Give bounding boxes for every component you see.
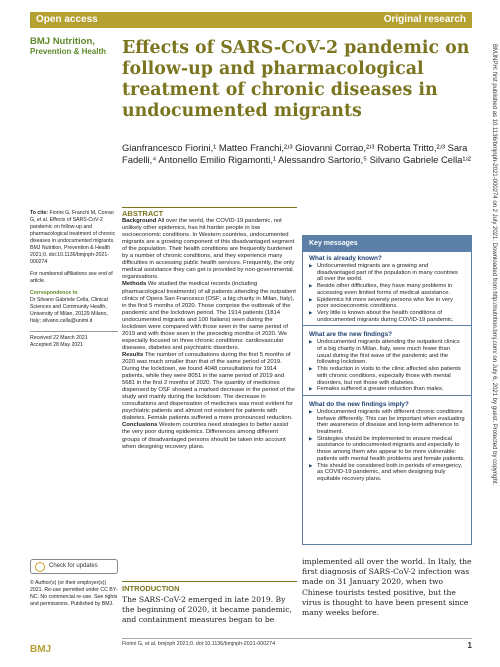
key-message-item: ▶ This reduction in visits to the clinic affected also patients with chronic conditions, especially those with mental disorders, but not those with diabetes.	[309, 366, 465, 386]
received-date: Received 22 March 2021	[30, 335, 88, 341]
abstract-conclusions	[122, 422, 297, 450]
correspondence-text: Dr Silvano Gabriele Cella, Clinical Sciences and Community Health, University of Milan, 20129 Milano, Italy; silvano.cella@unimi.it	[30, 297, 108, 324]
abstract-results	[122, 352, 297, 422]
bmj-logo: BMJ	[30, 644, 52, 655]
introduction-section	[122, 581, 297, 626]
open-access-label: Open access	[36, 14, 98, 25]
key-section-list	[303, 409, 471, 483]
key-message-item: ▶ Very little is known about the health conditions of undocumented migrants during COVID-19 pandemic.	[309, 310, 465, 323]
key-message-item: ▶ This should be considered both in periods of emergency, as COVID-19 pandemic, and when designing truly equitable recovery plans.	[309, 463, 465, 483]
footer-citation: Fiorini G, et al. bmjnph 2021;0. doi:10.1136/bmjnph-2021-000274	[122, 641, 276, 647]
key-messages-heading: Key messages	[303, 236, 471, 252]
top-banner	[30, 12, 472, 28]
journal-brand	[30, 37, 120, 57]
crossmark-icon	[35, 562, 45, 572]
article-dates	[30, 331, 118, 349]
conclusions-label: Conclusions	[122, 422, 158, 429]
article-type-label: Original research	[383, 14, 466, 25]
key-divider	[303, 325, 471, 326]
results-text: The number of consultations during the first 5 months of 2020 was much smaller than that of the same period of 2019. During the lockdown, we found 4048 consultations for 1914 patients, while they were 8051 in the same period of 2019 and 5681 in the first 2 months of 2020. The quantity of medicines dispensed by OSF showed a marked decrease in the period of the study and mainly during the lockdown. The decrease in consultations and dispensation of medicines was most evident for psychiatric patients and almost not existent for patients with diabetes. Female patients suffered a more pronounced reduction.	[122, 351, 295, 422]
key-message-item: ▶ Epidemics hit more severely persons who live in very poor socioeconomic conditions.	[309, 297, 465, 310]
methods-label: Methods	[122, 281, 147, 288]
introduction-text: The SARS-CoV-2 emerged in late 2019. By the beginning of 2020, it became pandemic, and containment measures began to be	[122, 595, 292, 625]
article-title: Effects of SARS-CoV-2 pandemic on follow-up and pharmacological treatment of chronic diseases in undocumented migrants	[122, 38, 470, 121]
page-number: 1	[467, 641, 472, 650]
journal-brand-line2: Prevention & Health	[30, 47, 107, 56]
correspondence-label: Correspondence to	[30, 290, 78, 296]
background-text: All over the world, the COVID-19 pandemic, not unlikely other epidemics, has hit harder people in low socioeconomic conditions. In Western countries, undocumented migrants are a growing component of this disadvantaged segment of the population. Their health conditions are frequently burdened by a number of chronic conditions, and they experience many difficulties in accessing public health services. Frequently, the only medical assistance they can get is provided by non-governmental organisations.	[122, 218, 295, 281]
key-message-item: ▶ Strategies should be implemented to ensure medical assistance to undocumented migrants and especially to those among them who appear to be more vulnerable: patients with mental health problems and female patients.	[309, 436, 465, 463]
cite-text: Fiorini G, Franchi M, Corrao G, et al. Effects of SARS-CoV-2 pandemic on follow-up and pharmacological treatment of chronic diseases in undocumented migrants. BMJ Nutrition, Prevention & Health 2021;0. doi:10.1136/bmjnph-2021-000274	[30, 210, 116, 265]
results-label: Results	[122, 351, 144, 358]
accepted-date: Accepted 28 May 2021	[30, 342, 84, 348]
author-list: Gianfrancesco Fiorini,¹ Matteo Franchi,²ʴ³ Giovanni Corrao,²ʴ³ Roberta Tritto,²ʴ³ Sara Fadelli,⁴ Antonello Emilio Rigamonti,¹ Alessandro Sartorio,⁵ Silvano Gabriele Cella¹ʴ²	[122, 142, 471, 165]
introduction-continued: implemented all over the world. In Italy, the first diagnosis of SARS-CoV-2 infection was made on 31 January 2020, when two Chinese tourists tested positive, but the virus is thought to have been present since many weeks before.	[302, 557, 472, 618]
vertical-download-note	[489, 44, 497, 644]
abstract-methods	[122, 281, 297, 351]
key-messages-box	[302, 235, 472, 545]
key-section-title: What is already known?	[309, 255, 382, 262]
key-message-item: ▶ Undocumented migrants are a growing and disadvantaged part of the population in many countries all over the world.	[309, 263, 465, 283]
key-message-item: ▶ Beside other difficulties, they have many problems in accessing even limited forms of medical assistance.	[309, 283, 465, 296]
conclusions-text: Western countries need strategies to better assist the very poor during epidemics. Differences among different groups of disadvantaged persons should be taken into account when designing recovery plans.	[122, 422, 289, 450]
key-section-title: What do the new findings imply?	[309, 400, 409, 408]
check-for-updates-button[interactable]	[30, 559, 118, 574]
key-section-list	[303, 339, 471, 393]
correspondence-block	[30, 290, 118, 325]
cite-label: To cite:	[30, 210, 49, 216]
key-section-title: What are the new findings?	[309, 331, 393, 339]
abstract-background	[122, 218, 297, 281]
page-footer	[122, 638, 472, 650]
citation-block	[30, 210, 118, 266]
key-message-item: ▶ Undocumented migrants attending the outpatient clinics of a big charity in Milan, Italy, were much fewer than usual during the first wave of the pandemic and the following lockdown.	[309, 339, 465, 366]
methods-text: We studied the medical records (including pharmacological treatments) of all patients attending the outpatient clinics of Opera San Francesco (OSF; a big charity in Milan, Italy), in the first 5 months of 2020. Those comprise the outbreak of the pandemic and the lockdown period. The 1914 patients (1814 undocumented migrants and 100 Italians) seen during the lockdown were compared with those seen in the same period of 2019 and with those seen in the preceding months of 2020. We especially focused on three chronic conditions: cardiovascular diseases, diabetes and psychiatric disorders.	[122, 281, 296, 351]
background-label: Background	[122, 218, 157, 225]
affiliations-note: For numbered affiliations see end of article.	[30, 271, 113, 284]
license-text: © Author(s) (or their employer(s)) 2021. Re-use permitted under CC BY-NC. No commercial re-use. See rights and permissions. Published by BMJ.	[30, 580, 118, 607]
journal-brand-line1: BMJ Nutrition,	[30, 36, 95, 47]
abstract-section	[122, 207, 297, 451]
key-section-list	[303, 263, 471, 323]
key-divider	[303, 395, 471, 396]
introduction-heading: INTRODUCTION	[122, 581, 297, 593]
key-message-item: ▶ Females suffered a greater reduction than males.	[309, 386, 465, 393]
key-message-item: ▶ Undocumented migrants with different chronic conditions behave differently. This can be important when evaluating their awareness of disease and long-term adherence to treatment.	[309, 409, 465, 436]
check-for-updates-label: Check for updates	[49, 563, 98, 569]
vertical-note-text: BMJNPH: first published as 10.1136/bmjnph-2021-000274 on 2 July 2021. Downloaded from http://nutrition.bmj.com/ on July 6, 2021 by guest. Protected by copyright.	[491, 44, 497, 486]
abstract-heading: ABSTRACT	[122, 207, 297, 217]
article-sidebar	[30, 210, 118, 349]
